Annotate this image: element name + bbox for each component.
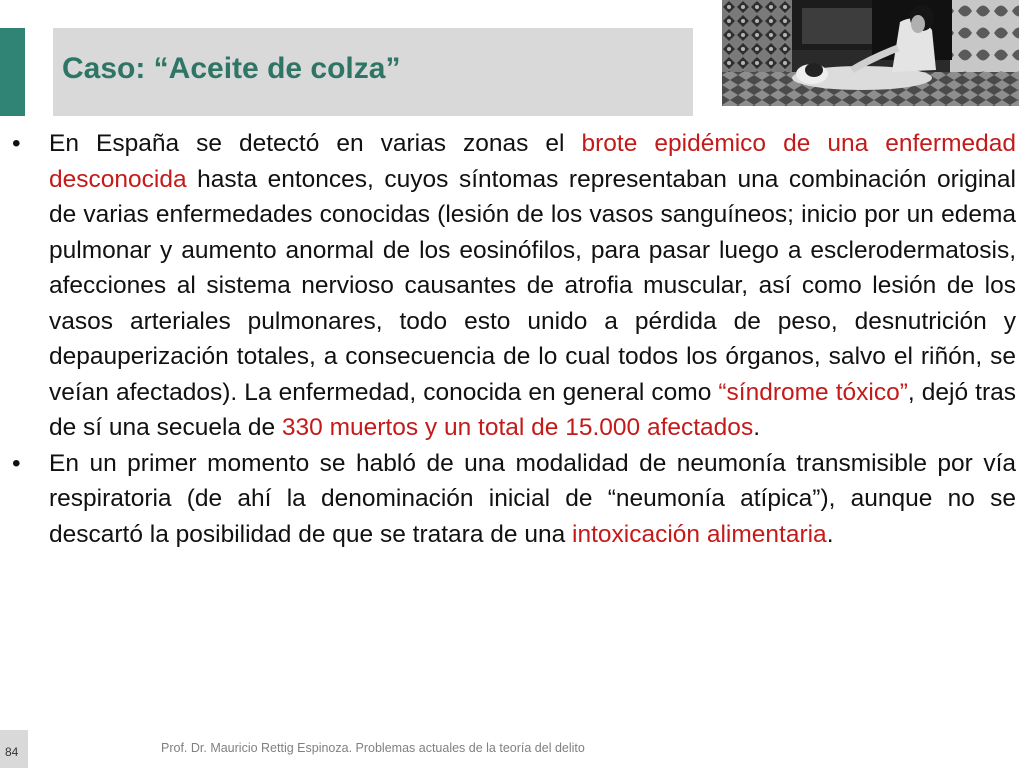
photo	[722, 0, 1019, 106]
content	[12, 126, 1016, 552]
slide-title: Caso: “Aceite de colza”	[62, 52, 401, 85]
text-segment: hasta entonces, cuyos síntomas representaban una combinación original de varias enfermedades conocidas (lesión de los vasos sanguíneos; inicio por un edema pulmonar y aumento anormal de los eosinófilos, para pasar luego a esclerodermatosis, afecciones al sistema nervioso causantes de atrofia muscular, así como lesión de los vasos arteriales pulmonares, todo esto unido a pérdida de peso, desnutrición y depauperización totales, a consecuencia de lo cual todos los órganos, salvo el riñón, se veían afectados). La enfermedad, conocida en general como	[49, 165, 1016, 406]
footer-text: Prof. Dr. Mauricio Rettig Espinoza. Problemas actuales de la teoría del delito	[161, 741, 585, 755]
text-segment: .	[753, 414, 761, 441]
highlight-text: 330 muertos y un total de 15.000 afectados	[281, 414, 754, 441]
photo-illustration	[722, 0, 1019, 106]
bullet-item	[12, 126, 1016, 446]
accent-bar	[0, 28, 25, 116]
highlight-text: “síndrome tóxico”	[718, 378, 908, 406]
page-number: 84	[5, 745, 19, 759]
highlight-text: brote epidémico de una enfermedad desconocida	[49, 130, 1016, 193]
text-segment: , dejó tras de sí una secuela de	[49, 378, 1016, 441]
bullet-item	[12, 446, 1016, 553]
text-segment: En España se detectó en varias zonas el	[49, 130, 582, 157]
text-segment: .	[826, 520, 834, 548]
highlight-text: intoxicación alimentaria	[572, 520, 827, 548]
text-segment: En un primer momento se habló de una modalidad de neumonía transmisible por vía respiratoria (de ahí la denominación inicial de “neumonía atípica”), aunque no se descartó la posibilidad de que se tratara de una	[49, 449, 1016, 548]
